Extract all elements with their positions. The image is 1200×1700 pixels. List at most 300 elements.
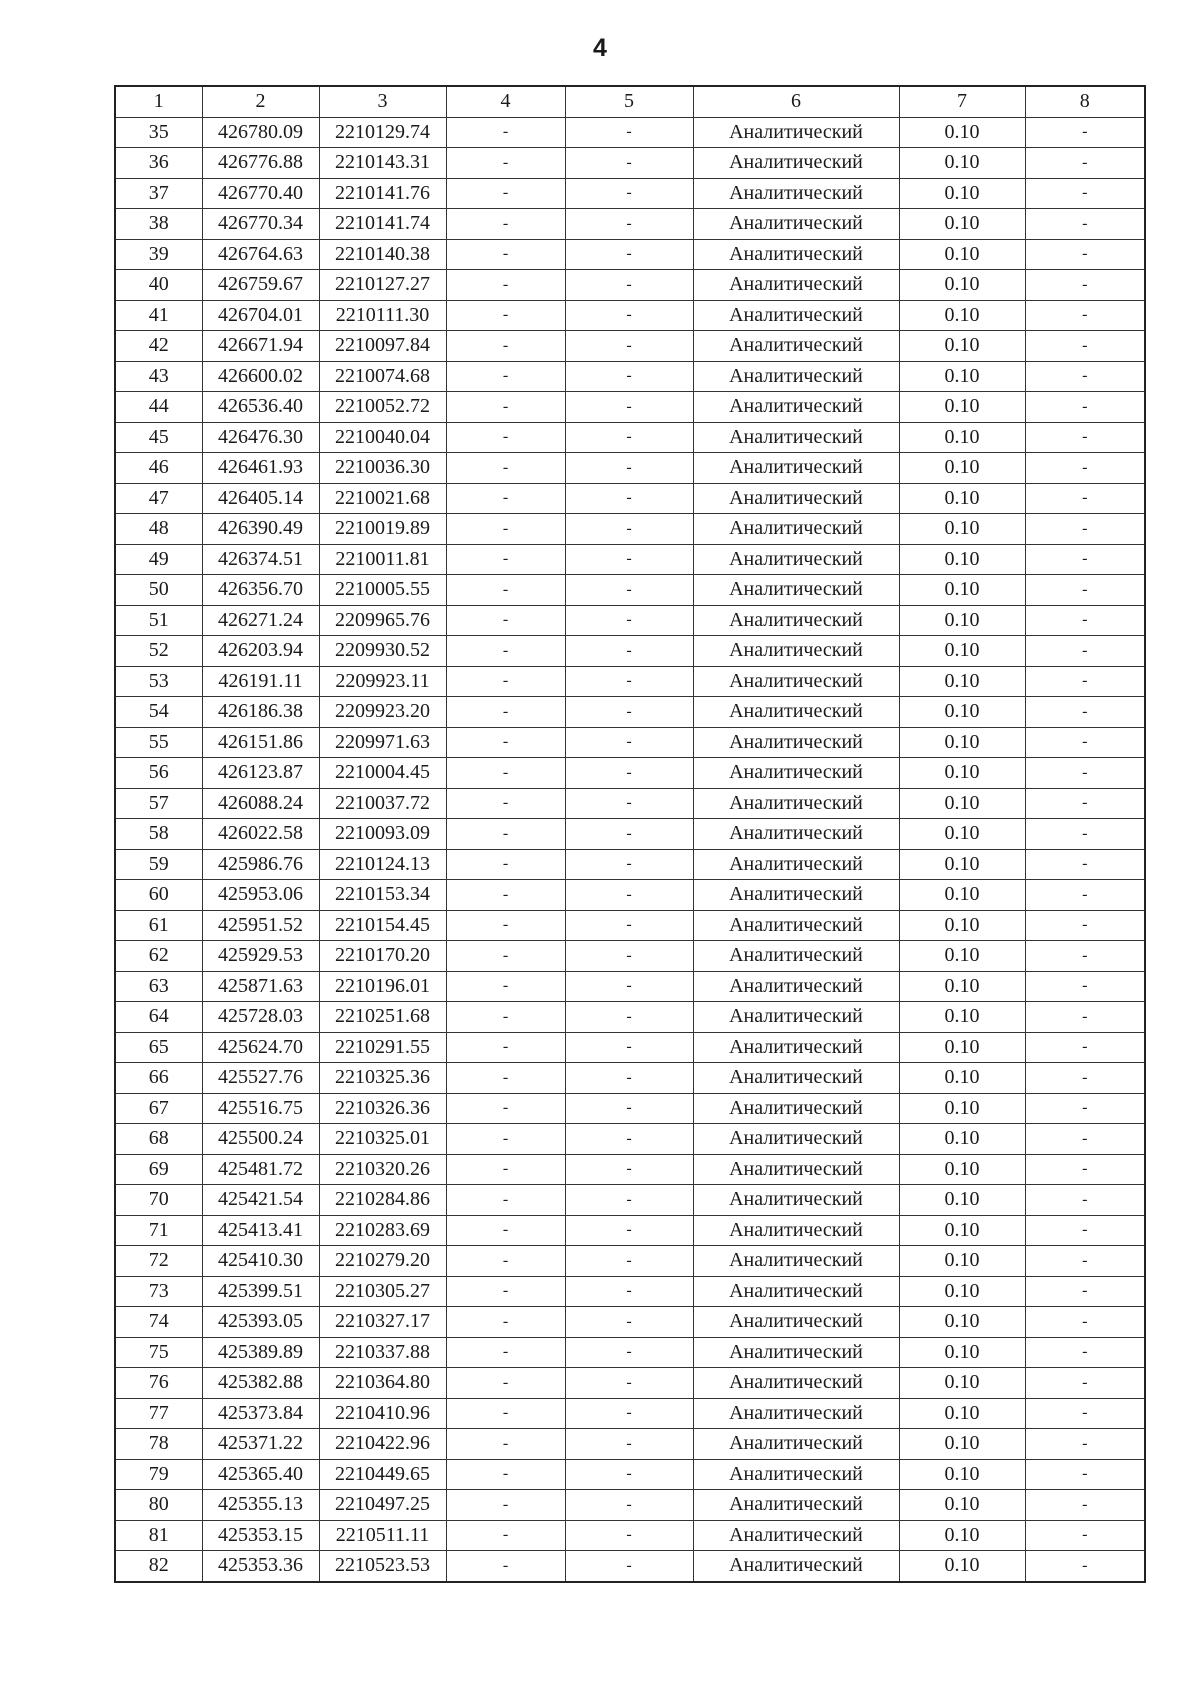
x-coordinate-cell: 426776.88 [202, 148, 319, 179]
column-5-cell: - [565, 1185, 693, 1216]
point-number-cell: 81 [115, 1520, 202, 1551]
y-coordinate-cell: 2210093.09 [319, 819, 446, 850]
method-cell: Аналитический [693, 1093, 899, 1124]
column-8-cell: - [1025, 239, 1145, 270]
y-coordinate-cell: 2209971.63 [319, 727, 446, 758]
x-coordinate-cell: 426203.94 [202, 636, 319, 667]
column-4-cell: - [446, 209, 565, 240]
column-8-cell: - [1025, 575, 1145, 606]
method-cell: Аналитический [693, 178, 899, 209]
accuracy-cell: 0.10 [899, 300, 1025, 331]
method-cell: Аналитический [693, 483, 899, 514]
column-8-cell: - [1025, 1429, 1145, 1460]
x-coordinate-cell: 425389.89 [202, 1337, 319, 1368]
method-cell: Аналитический [693, 1063, 899, 1094]
x-coordinate-cell: 426536.40 [202, 392, 319, 423]
table-row [115, 544, 1145, 575]
method-cell: Аналитический [693, 880, 899, 911]
point-number-cell: 51 [115, 605, 202, 636]
point-number-cell: 39 [115, 239, 202, 270]
x-coordinate-cell: 426405.14 [202, 483, 319, 514]
point-number-cell: 72 [115, 1246, 202, 1277]
point-number-cell: 49 [115, 544, 202, 575]
column-4-cell: - [446, 239, 565, 270]
accuracy-cell: 0.10 [899, 1307, 1025, 1338]
y-coordinate-cell: 2210141.74 [319, 209, 446, 240]
column-4-cell: - [446, 1490, 565, 1521]
column-8-cell: - [1025, 849, 1145, 880]
point-number-cell: 44 [115, 392, 202, 423]
table-row [115, 1398, 1145, 1429]
table-header-row [115, 86, 1145, 117]
point-number-cell: 77 [115, 1398, 202, 1429]
table-row [115, 1032, 1145, 1063]
column-4-cell: - [446, 1215, 565, 1246]
column-8-cell: - [1025, 636, 1145, 667]
column-5-cell: - [565, 941, 693, 972]
table-row [115, 392, 1145, 423]
x-coordinate-cell: 425373.84 [202, 1398, 319, 1429]
method-cell: Аналитический [693, 727, 899, 758]
accuracy-cell: 0.10 [899, 209, 1025, 240]
table-row [115, 1307, 1145, 1338]
column-4-cell: - [446, 1551, 565, 1582]
y-coordinate-cell: 2210497.25 [319, 1490, 446, 1521]
table-row [115, 239, 1145, 270]
accuracy-cell: 0.10 [899, 605, 1025, 636]
y-coordinate-cell: 2210129.74 [319, 117, 446, 148]
table-row [115, 1337, 1145, 1368]
column-4-cell: - [446, 605, 565, 636]
table-row [115, 1520, 1145, 1551]
column-5-cell: - [565, 1124, 693, 1155]
column-5-cell: - [565, 1429, 693, 1460]
y-coordinate-cell: 2210305.27 [319, 1276, 446, 1307]
column-5-cell: - [565, 544, 693, 575]
method-cell: Аналитический [693, 1154, 899, 1185]
column-5-cell: - [565, 1002, 693, 1033]
point-number-cell: 80 [115, 1490, 202, 1521]
column-8-cell: - [1025, 1154, 1145, 1185]
accuracy-cell: 0.10 [899, 148, 1025, 179]
method-cell: Аналитический [693, 453, 899, 484]
method-cell: Аналитический [693, 1185, 899, 1216]
column-5-cell: - [565, 971, 693, 1002]
point-number-cell: 60 [115, 880, 202, 911]
method-cell: Аналитический [693, 209, 899, 240]
x-coordinate-cell: 426600.02 [202, 361, 319, 392]
table-row [115, 575, 1145, 606]
y-coordinate-cell: 2210074.68 [319, 361, 446, 392]
point-number-cell: 57 [115, 788, 202, 819]
column-5-cell: - [565, 1368, 693, 1399]
column-4-cell: - [446, 1246, 565, 1277]
column-4-cell: - [446, 1459, 565, 1490]
table-row [115, 1368, 1145, 1399]
column-5-cell: - [565, 239, 693, 270]
point-number-cell: 66 [115, 1063, 202, 1094]
accuracy-cell: 0.10 [899, 1398, 1025, 1429]
column-5-cell: - [565, 422, 693, 453]
column-8-cell: - [1025, 1276, 1145, 1307]
accuracy-cell: 0.10 [899, 1063, 1025, 1094]
column-4-cell: - [446, 1185, 565, 1216]
accuracy-cell: 0.10 [899, 1368, 1025, 1399]
column-4-cell: - [446, 1307, 565, 1338]
column-5-cell: - [565, 178, 693, 209]
table-row [115, 1215, 1145, 1246]
accuracy-cell: 0.10 [899, 1124, 1025, 1155]
x-coordinate-cell: 426088.24 [202, 788, 319, 819]
point-number-cell: 70 [115, 1185, 202, 1216]
x-coordinate-cell: 426151.86 [202, 727, 319, 758]
column-8-cell: - [1025, 1459, 1145, 1490]
point-number-cell: 68 [115, 1124, 202, 1155]
method-cell: Аналитический [693, 1398, 899, 1429]
point-number-cell: 64 [115, 1002, 202, 1033]
column-5-cell: - [565, 148, 693, 179]
column-8-cell: - [1025, 1246, 1145, 1277]
accuracy-cell: 0.10 [899, 483, 1025, 514]
x-coordinate-cell: 426191.11 [202, 666, 319, 697]
column-4-cell: - [446, 544, 565, 575]
column-8-cell: - [1025, 666, 1145, 697]
column-8-cell: - [1025, 422, 1145, 453]
column-header: 8 [1025, 86, 1145, 117]
method-cell: Аналитический [693, 514, 899, 545]
column-8-cell: - [1025, 605, 1145, 636]
point-number-cell: 75 [115, 1337, 202, 1368]
x-coordinate-cell: 425355.13 [202, 1490, 319, 1521]
x-coordinate-cell: 425353.36 [202, 1551, 319, 1582]
y-coordinate-cell: 2210019.89 [319, 514, 446, 545]
point-number-cell: 40 [115, 270, 202, 301]
column-4-cell: - [446, 392, 565, 423]
x-coordinate-cell: 425481.72 [202, 1154, 319, 1185]
x-coordinate-cell: 426476.30 [202, 422, 319, 453]
x-coordinate-cell: 426770.34 [202, 209, 319, 240]
accuracy-cell: 0.10 [899, 697, 1025, 728]
table-row [115, 148, 1145, 179]
point-number-cell: 78 [115, 1429, 202, 1460]
point-number-cell: 74 [115, 1307, 202, 1338]
table-row [115, 1459, 1145, 1490]
y-coordinate-cell: 2210040.04 [319, 422, 446, 453]
x-coordinate-cell: 426390.49 [202, 514, 319, 545]
x-coordinate-cell: 426671.94 [202, 331, 319, 362]
column-5-cell: - [565, 666, 693, 697]
table-body [115, 117, 1145, 1582]
column-8-cell: - [1025, 758, 1145, 789]
column-5-cell: - [565, 1063, 693, 1094]
column-4-cell: - [446, 880, 565, 911]
column-5-cell: - [565, 1490, 693, 1521]
y-coordinate-cell: 2210036.30 [319, 453, 446, 484]
x-coordinate-cell: 426764.63 [202, 239, 319, 270]
column-4-cell: - [446, 758, 565, 789]
accuracy-cell: 0.10 [899, 1032, 1025, 1063]
accuracy-cell: 0.10 [899, 331, 1025, 362]
table-row [115, 605, 1145, 636]
method-cell: Аналитический [693, 361, 899, 392]
column-8-cell: - [1025, 1398, 1145, 1429]
method-cell: Аналитический [693, 1520, 899, 1551]
column-8-cell: - [1025, 1093, 1145, 1124]
x-coordinate-cell: 425516.75 [202, 1093, 319, 1124]
method-cell: Аналитический [693, 849, 899, 880]
method-cell: Аналитический [693, 636, 899, 667]
method-cell: Аналитический [693, 331, 899, 362]
column-4-cell: - [446, 1276, 565, 1307]
table-row [115, 453, 1145, 484]
point-number-cell: 61 [115, 910, 202, 941]
method-cell: Аналитический [693, 422, 899, 453]
method-cell: Аналитический [693, 758, 899, 789]
table-row [115, 1276, 1145, 1307]
accuracy-cell: 0.10 [899, 1520, 1025, 1551]
point-number-cell: 63 [115, 971, 202, 1002]
column-8-cell: - [1025, 880, 1145, 911]
method-cell: Аналитический [693, 239, 899, 270]
column-8-cell: - [1025, 392, 1145, 423]
method-cell: Аналитический [693, 1215, 899, 1246]
column-4-cell: - [446, 422, 565, 453]
column-8-cell: - [1025, 941, 1145, 972]
point-number-cell: 48 [115, 514, 202, 545]
column-4-cell: - [446, 788, 565, 819]
column-8-cell: - [1025, 148, 1145, 179]
point-number-cell: 71 [115, 1215, 202, 1246]
method-cell: Аналитический [693, 392, 899, 423]
method-cell: Аналитический [693, 666, 899, 697]
point-number-cell: 59 [115, 849, 202, 880]
table-row [115, 636, 1145, 667]
column-8-cell: - [1025, 117, 1145, 148]
point-number-cell: 58 [115, 819, 202, 850]
method-cell: Аналитический [693, 270, 899, 301]
column-5-cell: - [565, 849, 693, 880]
point-number-cell: 46 [115, 453, 202, 484]
accuracy-cell: 0.10 [899, 941, 1025, 972]
column-4-cell: - [446, 971, 565, 1002]
point-number-cell: 76 [115, 1368, 202, 1399]
point-number-cell: 73 [115, 1276, 202, 1307]
table-row [115, 514, 1145, 545]
table-row [115, 697, 1145, 728]
column-4-cell: - [446, 1520, 565, 1551]
column-5-cell: - [565, 209, 693, 240]
column-8-cell: - [1025, 819, 1145, 850]
x-coordinate-cell: 426374.51 [202, 544, 319, 575]
point-number-cell: 62 [115, 941, 202, 972]
y-coordinate-cell: 2210127.27 [319, 270, 446, 301]
table-row [115, 910, 1145, 941]
column-8-cell: - [1025, 544, 1145, 575]
y-coordinate-cell: 2210111.30 [319, 300, 446, 331]
column-4-cell: - [446, 178, 565, 209]
y-coordinate-cell: 2209965.76 [319, 605, 446, 636]
column-8-cell: - [1025, 788, 1145, 819]
table-row [115, 270, 1145, 301]
method-cell: Аналитический [693, 788, 899, 819]
column-5-cell: - [565, 270, 693, 301]
column-5-cell: - [565, 1276, 693, 1307]
column-4-cell: - [446, 697, 565, 728]
x-coordinate-cell: 426022.58 [202, 819, 319, 850]
table-row [115, 1093, 1145, 1124]
accuracy-cell: 0.10 [899, 788, 1025, 819]
x-coordinate-cell: 425382.88 [202, 1368, 319, 1399]
column-4-cell: - [446, 514, 565, 545]
column-4-cell: - [446, 819, 565, 850]
y-coordinate-cell: 2210143.31 [319, 148, 446, 179]
table-row [115, 300, 1145, 331]
column-4-cell: - [446, 1337, 565, 1368]
column-4-cell: - [446, 331, 565, 362]
x-coordinate-cell: 425399.51 [202, 1276, 319, 1307]
column-8-cell: - [1025, 453, 1145, 484]
column-5-cell: - [565, 1337, 693, 1368]
x-coordinate-cell: 426759.67 [202, 270, 319, 301]
x-coordinate-cell: 425871.63 [202, 971, 319, 1002]
column-4-cell: - [446, 1398, 565, 1429]
column-5-cell: - [565, 605, 693, 636]
method-cell: Аналитический [693, 544, 899, 575]
column-5-cell: - [565, 1032, 693, 1063]
column-4-cell: - [446, 575, 565, 606]
x-coordinate-cell: 425353.15 [202, 1520, 319, 1551]
accuracy-cell: 0.10 [899, 544, 1025, 575]
column-8-cell: - [1025, 697, 1145, 728]
table-row [115, 422, 1145, 453]
table-row [115, 117, 1145, 148]
table-row [115, 178, 1145, 209]
table-row [115, 1185, 1145, 1216]
y-coordinate-cell: 2210251.68 [319, 1002, 446, 1033]
method-cell: Аналитический [693, 1032, 899, 1063]
point-number-cell: 54 [115, 697, 202, 728]
column-4-cell: - [446, 117, 565, 148]
accuracy-cell: 0.10 [899, 1154, 1025, 1185]
x-coordinate-cell: 425421.54 [202, 1185, 319, 1216]
column-5-cell: - [565, 697, 693, 728]
table-row [115, 727, 1145, 758]
method-cell: Аналитический [693, 819, 899, 850]
x-coordinate-cell: 425929.53 [202, 941, 319, 972]
x-coordinate-cell: 425527.76 [202, 1063, 319, 1094]
y-coordinate-cell: 2210141.76 [319, 178, 446, 209]
column-4-cell: - [446, 300, 565, 331]
x-coordinate-cell: 425365.40 [202, 1459, 319, 1490]
column-5-cell: - [565, 636, 693, 667]
accuracy-cell: 0.10 [899, 1246, 1025, 1277]
point-number-cell: 79 [115, 1459, 202, 1490]
point-number-cell: 41 [115, 300, 202, 331]
accuracy-cell: 0.10 [899, 636, 1025, 667]
y-coordinate-cell: 2210364.80 [319, 1368, 446, 1399]
column-4-cell: - [446, 1429, 565, 1460]
column-5-cell: - [565, 1093, 693, 1124]
y-coordinate-cell: 2209923.20 [319, 697, 446, 728]
x-coordinate-cell: 426770.40 [202, 178, 319, 209]
column-8-cell: - [1025, 1520, 1145, 1551]
y-coordinate-cell: 2209930.52 [319, 636, 446, 667]
method-cell: Аналитический [693, 1002, 899, 1033]
column-5-cell: - [565, 910, 693, 941]
column-4-cell: - [446, 636, 565, 667]
accuracy-cell: 0.10 [899, 758, 1025, 789]
column-5-cell: - [565, 1246, 693, 1277]
column-8-cell: - [1025, 1551, 1145, 1582]
y-coordinate-cell: 2210284.86 [319, 1185, 446, 1216]
column-8-cell: - [1025, 1185, 1145, 1216]
method-cell: Аналитический [693, 148, 899, 179]
y-coordinate-cell: 2210005.55 [319, 575, 446, 606]
accuracy-cell: 0.10 [899, 239, 1025, 270]
table-row [115, 1063, 1145, 1094]
accuracy-cell: 0.10 [899, 453, 1025, 484]
method-cell: Аналитический [693, 1337, 899, 1368]
column-5-cell: - [565, 117, 693, 148]
column-header: 6 [693, 86, 899, 117]
column-8-cell: - [1025, 1337, 1145, 1368]
accuracy-cell: 0.10 [899, 1551, 1025, 1582]
column-header: 2 [202, 86, 319, 117]
x-coordinate-cell: 426780.09 [202, 117, 319, 148]
x-coordinate-cell: 425410.30 [202, 1246, 319, 1277]
table-row [115, 880, 1145, 911]
point-number-cell: 56 [115, 758, 202, 789]
table-row [115, 1246, 1145, 1277]
y-coordinate-cell: 2210325.36 [319, 1063, 446, 1094]
x-coordinate-cell: 426186.38 [202, 697, 319, 728]
x-coordinate-cell: 425413.41 [202, 1215, 319, 1246]
column-8-cell: - [1025, 1063, 1145, 1094]
accuracy-cell: 0.10 [899, 117, 1025, 148]
column-8-cell: - [1025, 270, 1145, 301]
y-coordinate-cell: 2210291.55 [319, 1032, 446, 1063]
column-5-cell: - [565, 880, 693, 911]
y-coordinate-cell: 2210279.20 [319, 1246, 446, 1277]
column-4-cell: - [446, 910, 565, 941]
y-coordinate-cell: 2210410.96 [319, 1398, 446, 1429]
accuracy-cell: 0.10 [899, 270, 1025, 301]
method-cell: Аналитический [693, 575, 899, 606]
method-cell: Аналитический [693, 1490, 899, 1521]
column-8-cell: - [1025, 209, 1145, 240]
y-coordinate-cell: 2210196.01 [319, 971, 446, 1002]
point-number-cell: 42 [115, 331, 202, 362]
column-4-cell: - [446, 1002, 565, 1033]
x-coordinate-cell: 426123.87 [202, 758, 319, 789]
point-number-cell: 50 [115, 575, 202, 606]
point-number-cell: 35 [115, 117, 202, 148]
point-number-cell: 47 [115, 483, 202, 514]
table-row [115, 209, 1145, 240]
y-coordinate-cell: 2210283.69 [319, 1215, 446, 1246]
accuracy-cell: 0.10 [899, 1459, 1025, 1490]
column-4-cell: - [446, 849, 565, 880]
column-5-cell: - [565, 1215, 693, 1246]
accuracy-cell: 0.10 [899, 880, 1025, 911]
accuracy-cell: 0.10 [899, 1337, 1025, 1368]
y-coordinate-cell: 2210523.53 [319, 1551, 446, 1582]
column-8-cell: - [1025, 727, 1145, 758]
y-coordinate-cell: 2209923.11 [319, 666, 446, 697]
accuracy-cell: 0.10 [899, 575, 1025, 606]
column-8-cell: - [1025, 1368, 1145, 1399]
accuracy-cell: 0.10 [899, 849, 1025, 880]
